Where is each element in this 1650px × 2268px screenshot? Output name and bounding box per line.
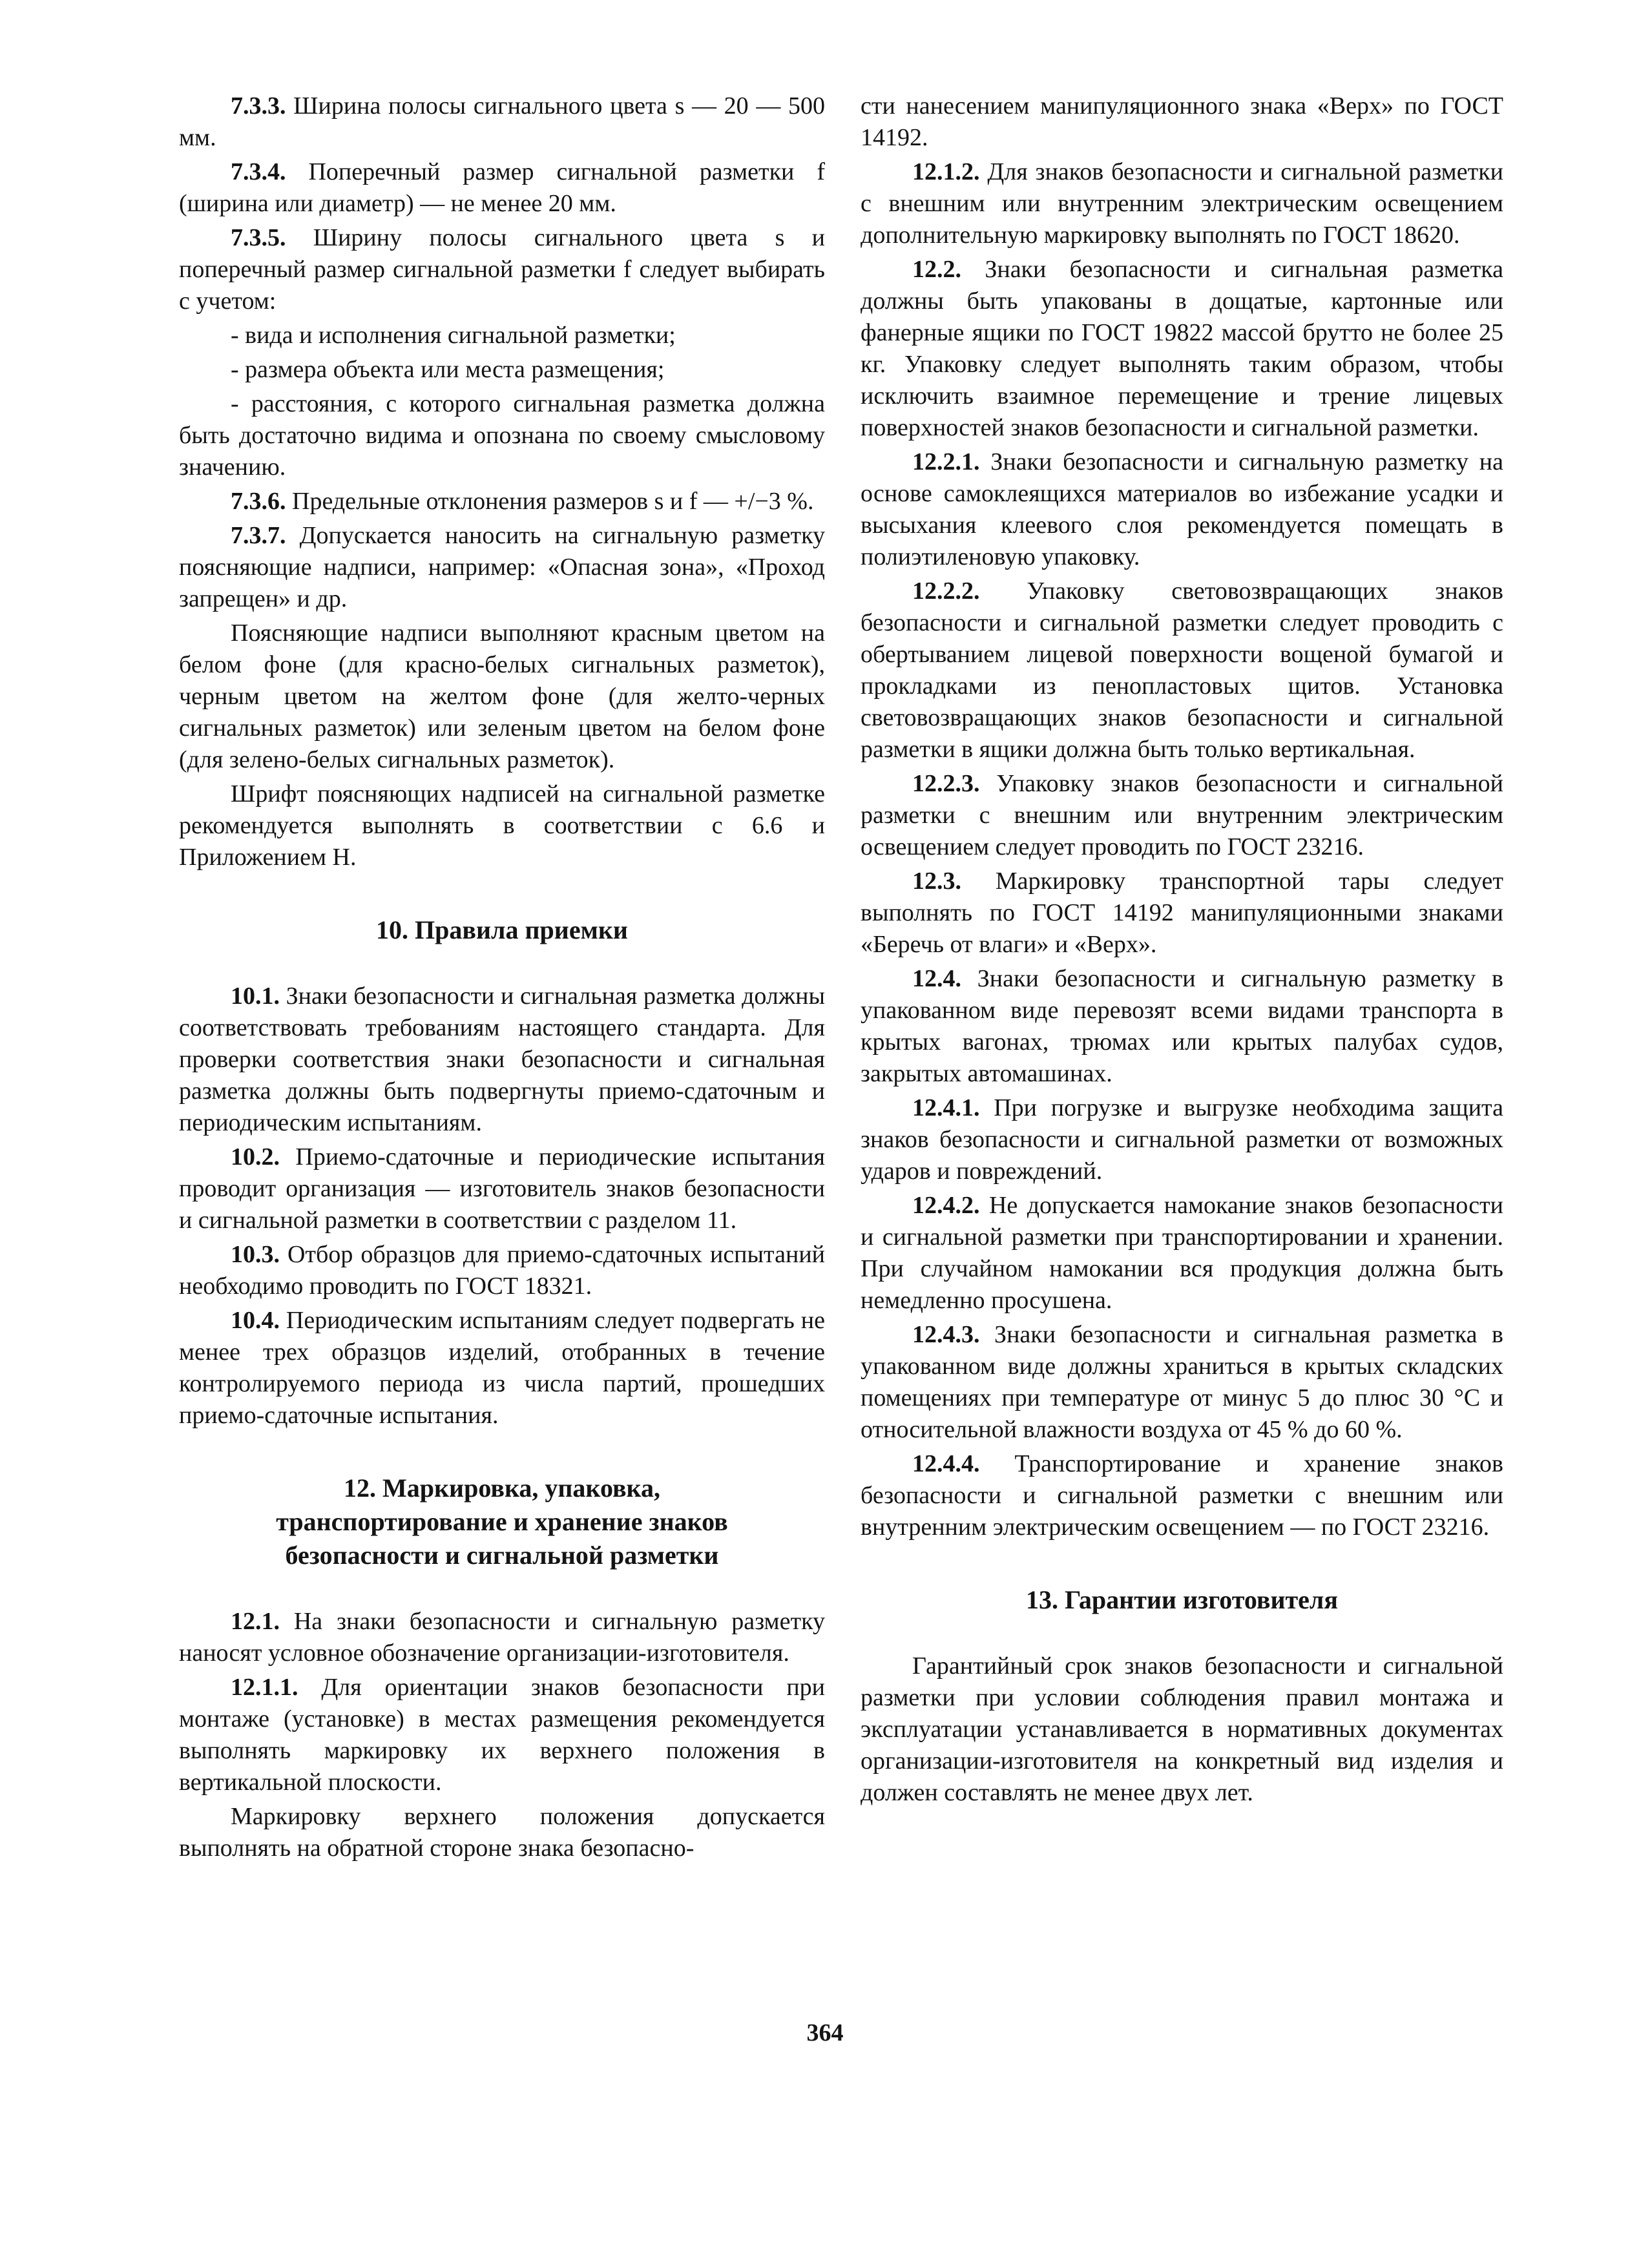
paragraph-12-4-1 [861,1092,1503,1187]
paragraph-7-3-7 [179,520,825,615]
clause-text: Маркировку транспортной тары следует выполнять по ГОСТ 14192 манипуляционными знаками «Беречь от влаги» и «Верх». [861,868,1503,958]
paragraph-12-4 [861,963,1503,1090]
paragraph-12-4-4 [861,1448,1503,1543]
clause-number: 12.4. [912,965,961,992]
paragraph-12-1 [179,1606,825,1669]
paragraph-12-2-3 [861,768,1503,863]
list-item: - размера объекта или места размещения; [231,356,665,383]
paragraph-10-4 [179,1305,825,1431]
clause-text: Упаковку знаков безопасности и сигнальной разметки с внешним или внутренним электрическим освещением следует проводить по ГОСТ 23216. [861,770,1503,860]
section-heading-13: 13. Гарантии изготовителя [1026,1585,1338,1614]
clause-number: 12.1.1. [231,1674,298,1701]
clause-number: 12.4.3. [912,1321,980,1348]
paragraph-12-2 [861,254,1503,444]
clause-text: Знаки безопасности и сигнальная разметка в упакованном виде должны храниться в крытых складских помещениях при температуре от минус 5 до плюс 30 °С и относительной влажности воздуха от 45 % до 60 %. [861,1321,1503,1443]
clause-number: 7.3.6. [231,488,286,515]
paragraph-12-3 [861,866,1503,961]
clause-text: Знаки безопасности и сигнальную разметку в упакованном виде перевозят всеми видами транспорта в крытых вагонах, трюмах или крытых палубах судов, закрытых автомашинах. [861,965,1503,1087]
clause-text: На знаки безопасности и сигнальную разметку наносят условное обозначение организации-изготовителя. [179,1608,825,1667]
paragraph-7-3-4 [179,156,825,220]
heading-line: безопасности и сигнальной разметки [285,1541,719,1570]
paragraph-font: Шрифт поясняющих надписей на сигнальной разметке рекомендуется выполнять в соответствии с 6.6 и Приложением Н. [179,780,825,871]
paragraph-7-3-3 [179,90,825,154]
paragraph-10-2 [179,1141,825,1236]
clause-number: 7.3.5. [231,224,286,251]
clause-number: 7.3.3. [231,92,286,120]
clause-text: Ширина полосы сигнального цвета s — 20 — 500 мм. [179,92,825,151]
heading-line: транспортирование и хранение знаков [276,1507,728,1536]
list-item: - вида и исполнения сигнальной разметки; [231,322,676,349]
clause-number: 12.1. [231,1608,280,1635]
clause-text: Знаки безопасности и сигнальная разметка должны соответствовать требованиям настоящего стандарта. Для проверки соответствия знаки безопасности и сигнальная разметка должны быть подвергнуты приемо-сдаточным и периодическим испытаниям. [179,983,825,1136]
paragraph-continued: сти нанесением манипуляционного знака «Верх» по ГОСТ 14192. [861,92,1503,151]
left-column [179,90,825,1867]
section-heading-12 [179,1472,825,1572]
clause-number: 12.1.2. [912,158,980,185]
clause-number: 10.4. [231,1307,280,1334]
paragraph-12-2-2 [861,576,1503,765]
clause-number: 12.2. [912,256,961,283]
clause-text: Не допускается намокание знаков безопасности и сигнальной разметки при транспортировании и хранении. При случайном намокании вся продукция должна быть немедленно просушена. [861,1192,1503,1314]
section-heading-10: 10. Правила приемки [376,915,628,944]
paragraph-marking-top: Маркировку верхнего положения допускается выполнять на обратной стороне знака безопасно- [179,1803,825,1862]
paragraph-warranty: Гарантийный срок знаков безопасности и сигнальной разметки при условии соблюдения правил монтажа и эксплуатации устанавливается в нормативных документах организации-изготовителя на конкретный вид изделия и должен составлять не менее двух лет. [861,1652,1503,1806]
clause-text: Поперечный размер сигнальной разметки f (ширина или диаметр) — не менее 20 мм. [179,158,825,217]
clause-text: Периодическим испытаниям следует подвергать не менее трех образцов изделий, отобранных в течение контролируемого периода из числа партий, прошедших приемо-сдаточные испытания. [179,1307,825,1429]
clause-number: 7.3.4. [231,158,286,185]
paragraph-inscriptions: Поясняющие надписи выполняют красным цветом на белом фоне (для красно-белых сигнальных разметок), черным цветом на желтом фоне (для желто-черных сигнальных разметок) или зеленым цветом на белом фоне (для зелено-белых сигнальных разметок). [179,619,825,773]
clause-number: 12.2.2. [912,577,980,605]
clause-text: Знаки безопасности и сигнальная разметка должны быть упакованы в дощатые, картонные или фанерные ящики по ГОСТ 19822 массой брутто не более 25 кг. Упаковку следует выполнять таким образом, чтобы исключить взаимное перемещение и трение лицевых поверхностей знаков безопасности и сигнальной разметки. [861,256,1503,441]
paragraph-12-1-2 [861,156,1503,251]
paragraph-7-3-6 [179,486,825,517]
paragraph-10-3 [179,1239,825,1302]
clause-text: Допускается наносить на сигнальную разметку поясняющие надписи, например: «Опасная зона», «Проход запрещен» и др. [179,522,825,612]
paragraph-7-3-5 [179,222,825,317]
clause-number: 12.3. [912,868,961,895]
clause-number: 12.4.4. [912,1450,980,1477]
list-item: - расстояния, с которого сигнальная разметка должна быть достаточно видима и опознана по своему смысловому значению. [179,390,825,481]
heading-line: 12. Маркировка, упаковка, [344,1473,660,1503]
clause-text: Знаки безопасности и сигнальную разметку на основе самоклеящихся материалов во избежание усадки и высыхания клеевого слоя рекомендуется помещать в полиэтиленовую упаковку. [861,448,1503,570]
clause-text: Для знаков безопасности и сигнальной разметки с внешним или внутренним электрическим освещением дополнительную маркировку выполнять по ГОСТ 18620. [861,158,1503,249]
clause-text: Упаковку световозвращающих знаков безопасности и сигнальной разметки следует проводить с обертыванием лицевой поверхности вощеной бумагой и прокладками из пенопластовых щитов. Установка световозвращающих знаков безопасности и сигнальной разметки в ящики должна быть только вертикальная. [861,577,1503,763]
clause-number: 10.2. [231,1143,280,1170]
clause-text: Для ориентации знаков безопасности при монтаже (установке) в местах размещения рекомендуется выполнять маркировку их верхнего положения в вертикальной плоскости. [179,1674,825,1796]
paragraph-12-4-2 [861,1190,1503,1316]
clause-text: При погрузке и выгрузке необходима защита знаков безопасности и сигнальной разметки от возможных ударов и повреждений. [861,1094,1503,1185]
paragraph-12-1-1 [179,1672,825,1798]
clause-text: Предельные отклонения размеров s и f — +/−3 %. [286,488,814,515]
paragraph-10-1 [179,981,825,1139]
clause-number: 10.1. [231,983,280,1010]
clause-number: 10.3. [231,1241,280,1268]
clause-text: Отбор образцов для приемо-сдаточных испытаний необходимо проводить по ГОСТ 18321. [179,1241,825,1300]
clause-text: Приемо-сдаточные и периодические испытания проводит организация — изготовитель знаков безопасности и сигнальной разметки в соответствии с разделом 11. [179,1143,825,1234]
paragraph-12-2-1 [861,446,1503,573]
right-column [861,90,1503,1811]
clause-number: 12.2.3. [912,770,980,797]
page-number: 364 [806,2019,844,2046]
clause-number: 12.4.1. [912,1094,980,1121]
clause-number: 12.2.1. [912,448,980,475]
paragraph-12-4-3 [861,1319,1503,1446]
clause-text: Ширину полосы сигнального цвета s и поперечный размер сигнальной разметки f следует выбирать с учетом: [179,224,825,315]
clause-text: Транспортирование и хранение знаков безопасности и сигнальной разметки с внешним или внутренним электрическим освещением — по ГОСТ 23216. [861,1450,1503,1541]
clause-number: 7.3.7. [231,522,286,549]
clause-number: 12.4.2. [912,1192,980,1219]
